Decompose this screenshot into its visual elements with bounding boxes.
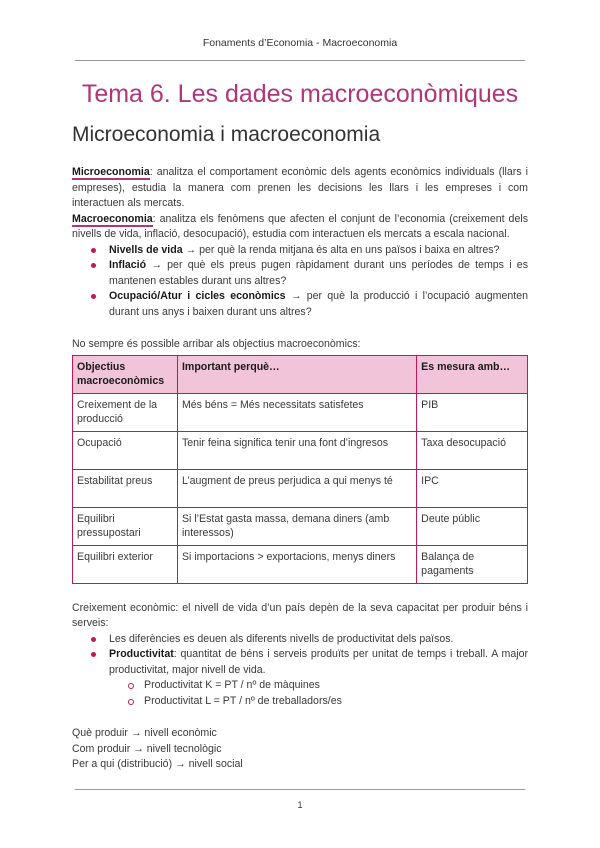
page-header: Fonaments d’Economia - Macroeconomia — [202, 37, 398, 49]
page-title: Tema 6. Les dades macroeconòmiques — [81, 80, 519, 108]
question-line: Com produir → nivell tecnològic — [72, 742, 222, 755]
macro-paragraph — [72, 212, 528, 243]
document-body — [72, 165, 528, 773]
bullet-term: Ocupació/Atur i cicles econòmics — [109, 290, 286, 302]
section-title: Microeconomia i macroeconomia — [72, 123, 381, 146]
table-cell: Equilibri exterior — [73, 545, 178, 583]
table-cell: PIB — [417, 393, 528, 431]
table-cell: Tenir feina significa tenir una font d’ingresos — [177, 431, 416, 469]
column-header: Es mesura amb… — [417, 355, 528, 393]
question-line: Què produir → nivell econòmic — [72, 727, 217, 739]
growth-bullet-list — [72, 632, 528, 679]
macro-text: : analitza els fenòmens que afecten el conjunt de l’economia (creixement dels nivells de vida, inflació, desocupació), estudia com interactuen els mercats a escala nacional. — [72, 212, 528, 240]
micro-text: : analitza el comportament econòmic dels agents econòmics individuals (llars i empreses), estudia la manera com prenen les decisions les llars i les empreses i com interactuen als mercats. — [72, 166, 528, 209]
table-cell: Si l’Estat gasta massa, demana diners (amb interessos) — [177, 507, 416, 545]
question-line: Per a qui (distribució) → nivell social — [72, 758, 243, 770]
table-cell: Si importacions > exportacions, menys diners — [177, 545, 416, 583]
list-item: Productivitat L = PT / nº de treballadors/es — [72, 694, 528, 710]
footer-divider — [75, 789, 525, 790]
bullet-text: → per què la producció i l’ocupació augmenten durant uns anys i baixen durant uns altres? — [109, 290, 528, 318]
table-row — [73, 431, 528, 469]
bullet-text: → per què els preus pugen ràpidament durant uns períodes de temps i es mantenen estables durant uns altres? — [109, 259, 528, 287]
micro-paragraph — [72, 165, 528, 212]
page-number: 1 — [297, 800, 303, 810]
table-cell: IPC — [417, 469, 528, 507]
macro-bullet-list — [72, 243, 528, 321]
bullet-text: : quantitat de béns i serveis produïts per unitat de temps i treball. A major productivitat, major nivell de vida. — [109, 648, 528, 676]
list-item: Les diferències es deuen als diferents nivells de productivitat dels països. — [72, 632, 528, 648]
table-cell: Creixement de la producció — [73, 393, 178, 431]
productivity-sublist — [72, 678, 528, 709]
table-cell: L’augment de preus perjudica a qui menys té — [177, 469, 416, 507]
table-row — [73, 469, 528, 507]
table-cell: Més béns = Més necessitats satisfetes — [177, 393, 416, 431]
bullet-text: → per què la renda mitjana és alta en uns països i baixa en altres? — [182, 243, 500, 256]
bullet-term: Nivells de vida — [109, 243, 183, 256]
header-divider — [75, 60, 525, 61]
micro-term: Microeconomia — [72, 166, 150, 178]
table-cell: Deute públic — [417, 507, 528, 545]
table-cell: Taxa desocupació — [417, 431, 528, 469]
table-row — [73, 545, 528, 583]
table-cell: Estabilitat preus — [73, 469, 178, 507]
growth-paragraph: Creixement econòmic: el nivell de vida d’un país depèn de la seva capacitat per produir béns i serveis: — [72, 601, 528, 629]
macro-term: Macroeconomia — [72, 212, 153, 225]
table-row — [73, 507, 528, 545]
table-cell: Ocupació — [73, 431, 178, 469]
list-item — [72, 647, 528, 678]
list-item — [72, 258, 528, 289]
table-cell: Equilibri pressupostari — [73, 507, 178, 545]
objectives-intro: No sempre és possible arribar als objectius macroeconòmics: — [72, 338, 361, 350]
column-header: Objectius macroeconòmics — [73, 355, 178, 393]
column-header: Important perquè… — [177, 355, 416, 393]
bullet-term: Productivitat — [109, 648, 174, 660]
bullet-term: Inflació — [109, 259, 147, 271]
list-item — [72, 289, 528, 320]
list-item: Productivitat K = PT / nº de màquines — [72, 678, 528, 694]
table-cell: Balança de pagaments — [417, 545, 528, 583]
table-header-row — [73, 355, 528, 393]
objectives-table — [72, 355, 528, 584]
list-item — [72, 243, 528, 259]
table-row — [73, 393, 528, 431]
